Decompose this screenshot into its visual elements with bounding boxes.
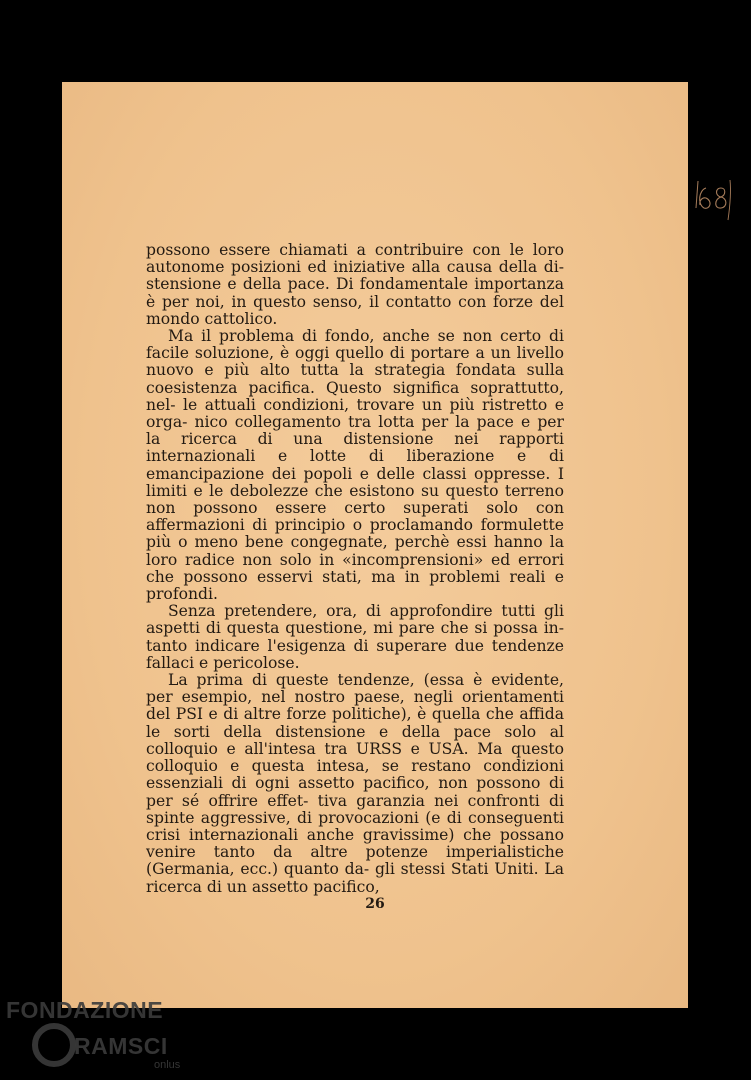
- text-line: per esempio, nel nostro paese, negli orientamenti del: [146, 688, 564, 724]
- text-line: le sorti della distensione e della pace solo al colloquio: [146, 722, 564, 758]
- text-line: assetto pacifico, non possono di per sé offrire effet-: [146, 774, 564, 810]
- text-line: coesistenza pacifica. Questo significa soprattutto, nel-: [146, 378, 564, 414]
- text-line: Senza pretendere, ora, di approfondire tutti gli: [168, 602, 564, 621]
- text-line: solo con affermazioni di principio o proclamando: [146, 499, 564, 535]
- text-line: stensione e della pace. Di fondamentale importanza: [146, 275, 564, 294]
- handwritten-page-note: [690, 178, 734, 222]
- text-line: nico collegamento tra lotta per la pace e per la ricerca: [146, 413, 564, 449]
- text-line: tiva garanzia nei confronti di spinte aggressive, di: [146, 791, 564, 827]
- svg-text:FONDAZIONE: FONDAZIONE: [6, 997, 164, 1023]
- text-line: anche gravissime) che possano venire tanto da altre: [146, 825, 564, 862]
- text-line: hanno la loro radice non solo in «incomprensioni»: [146, 533, 565, 569]
- text-line: possono essere chiamati a contribuire con le loro: [146, 241, 564, 259]
- text-line: Ma il problema di fondo, anche se non certo di: [168, 327, 564, 346]
- svg-text:RAMSCI: RAMSCI: [74, 1033, 168, 1059]
- text-line: gli stessi Stati Uniti. La ricerca di un assetto pacifico,: [146, 860, 564, 896]
- text-line: autonome posizioni ed iniziative alla causa della di-: [146, 258, 564, 277]
- text-line: questa intesa, se restano condizioni essenziali di ogni: [146, 757, 565, 793]
- text-line: e all'intesa tra URSS e USA. Ma questo colloquio e: [146, 739, 564, 776]
- text-line: classi oppresse. I limiti e le debolezze che esistono: [146, 464, 564, 500]
- text-line: tanto indicare l'esigenza di superare due tendenze: [146, 636, 564, 655]
- text-line: di liberazione e di emancipazione dei popoli e delle: [146, 447, 564, 483]
- text-line: La prima di queste tendenze, (essa è evidente,: [168, 671, 564, 690]
- document-page: [62, 82, 688, 1008]
- paragraph: [146, 603, 564, 672]
- body-text: [146, 242, 564, 896]
- svg-text:onlus: onlus: [154, 1059, 181, 1071]
- text-line: è per noi, in questo senso, il contatto con forze del: [146, 292, 564, 311]
- text-line: su questo terreno non possono essere certo superati: [146, 481, 564, 518]
- text-line: reali e profondi.: [146, 567, 564, 604]
- text-line: aspetti di questa questione, mi pare che si possa in-: [146, 619, 564, 638]
- paragraph: [146, 328, 564, 603]
- fondazione-gramsci-watermark-logo: [4, 994, 190, 1074]
- paragraph: [146, 672, 564, 896]
- text-line: PSI e di altre forze politiche), è quella che affida: [175, 705, 564, 724]
- text-line: di una distensione nei rapporti internazionali e lotte: [146, 430, 564, 466]
- text-line: ed errori che possono esservi stati, ma in problemi: [146, 550, 564, 586]
- page-number: 26: [365, 896, 385, 912]
- text-line: nuovo e più alto tutta la strategia fondata sulla: [146, 361, 564, 380]
- text-line: mondo cattolico.: [146, 309, 278, 328]
- text-line: le attuali condizioni, trovare un più ristretto e orga-: [146, 395, 564, 432]
- text-line: potenze imperialistiche (Germania, ecc.) quanto da-: [146, 843, 564, 879]
- text-line: provocazioni (e di conseguenti crisi internazionali: [146, 808, 564, 844]
- paragraph: [146, 242, 564, 328]
- text-line: facile soluzione, è oggi quello di portare a un livello: [146, 344, 564, 363]
- text-line: fallaci e pericolose.: [146, 653, 300, 672]
- text-line: formulette più o meno bene congegnate, perchè essi: [146, 516, 564, 552]
